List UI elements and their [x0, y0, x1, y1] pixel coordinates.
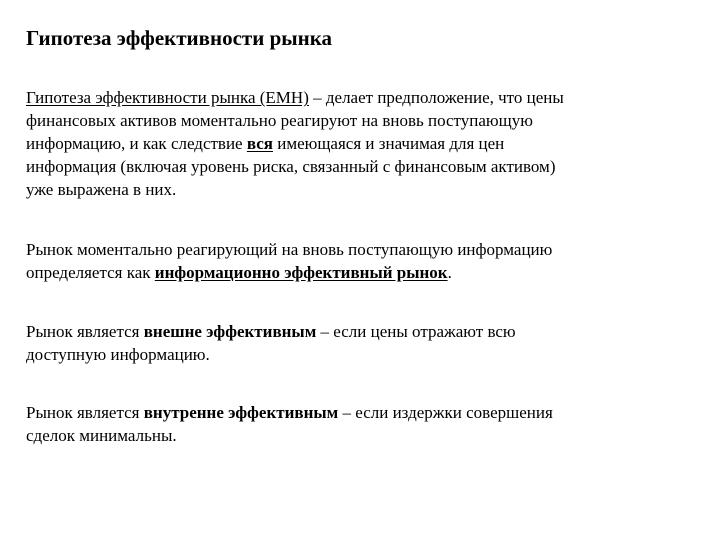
emphasis-term: внешне эффективным [143, 322, 317, 341]
slide-title: Гипотеза эффективности рынка [26, 26, 333, 50]
internal-efficiency-paragraph [26, 401, 706, 447]
text-fragment: . [447, 263, 452, 282]
paragraph-line [26, 401, 706, 424]
emh-term: Гипотеза эффективности рынка (EMH) [26, 88, 309, 107]
text-fragment: имеющаяся и значимая для цен [272, 134, 505, 153]
informational-efficiency-paragraph [26, 238, 706, 284]
paragraph-line [26, 132, 706, 155]
text-fragment: – делает предположение, что цены [308, 88, 564, 107]
text-fragment: определяется как [26, 263, 155, 282]
text-fragment: – если цены отражают всю [316, 322, 516, 341]
emphasis-term: внутренне эффективным [143, 403, 339, 422]
external-efficiency-paragraph [26, 320, 706, 366]
paragraph-line: сделок минимальны. [26, 426, 177, 445]
paragraph-line: финансовых активов моментально реагируют на вновь поступающую [26, 111, 533, 130]
text-fragment: информацию, и как следствие [26, 134, 247, 153]
emphasis-term: информационно эффективный рынок [154, 263, 448, 282]
paragraph-line: уже выражена в них. [26, 180, 177, 199]
paragraph-line [26, 261, 706, 284]
paragraph-line: информация (включая уровень риска, связанный с финансовым активом) [26, 157, 556, 176]
emh-definition-paragraph [26, 86, 706, 201]
paragraph-line: Рынок моментально реагирующий на вновь поступающую информацию [26, 240, 553, 259]
paragraph-line [26, 86, 706, 109]
emphasis-word: вся [246, 134, 273, 153]
paragraph-line [26, 320, 706, 343]
text-fragment: – если издержки совершения [338, 403, 553, 422]
paragraph-line: доступную информацию. [26, 345, 210, 364]
text-fragment: Рынок является [26, 403, 144, 422]
text-fragment: Рынок является [26, 322, 144, 341]
